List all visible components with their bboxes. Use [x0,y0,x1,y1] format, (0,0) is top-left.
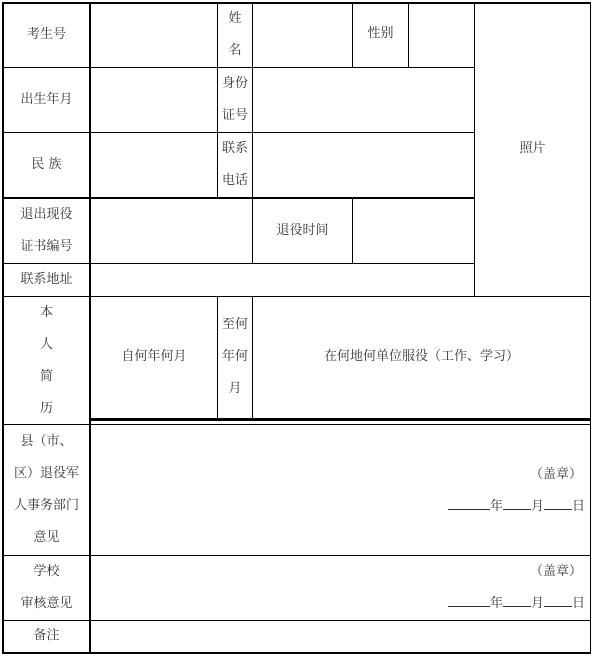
to-date-header-line3: 月 [228,381,242,396]
year-label: 年 [490,499,504,514]
to-date-header-line2: 年何 [221,349,248,364]
discharge-time-label: 退役时间 [276,223,329,238]
county-seal-text: （盖章） [530,467,583,482]
table-border-right [590,2,591,654]
month-label: 月 [531,596,545,611]
school-date-line [448,588,585,620]
address-field[interactable] [91,264,474,296]
county-opinion-label-line2: 区）退役军 [13,466,79,481]
photo-area[interactable] [475,4,590,296]
county-opinion-field[interactable] [91,425,590,555]
month-label: 月 [531,499,545,514]
gender-field[interactable] [409,4,474,67]
id-label-line2: 证号 [221,108,248,123]
resume-label-line2: 人 [39,337,53,352]
county-opinion-label-line3: 人事务部门 [13,498,79,513]
resume-label-line1: 本 [39,305,53,320]
exam-no-field[interactable] [91,4,217,67]
birth-label: 出生年月 [20,92,73,107]
cert-number-field[interactable] [91,199,252,263]
remarks-field[interactable] [91,621,590,652]
unit-header: 在何地何单位服役（工作、学习） [323,349,519,364]
photo-label: 照片 [519,141,546,156]
day-label: 日 [572,596,586,611]
school-opinion-label-line1: 学校 [33,564,60,579]
cert-label-line1: 退出现役 [20,207,73,222]
exam-no-label: 考生号 [26,27,66,42]
ethnicity-label: 民 族 [31,157,62,172]
resume-double-line [90,418,591,421]
phone-field[interactable] [253,133,474,197]
year-label: 年 [490,596,504,611]
name-label-line2: 名 [228,43,242,58]
school-seal-text: （盖章） [530,564,583,579]
gender-label: 性别 [367,26,394,41]
cert-label-line2: 证书编号 [20,239,73,254]
county-opinion-label-line4: 意见 [33,530,60,545]
id-label-line1: 身份 [221,76,248,91]
remarks-label: 备注 [33,628,60,643]
discharge-time-field[interactable] [353,199,474,263]
birth-field[interactable] [91,68,217,132]
to-date-header-line1: 至何 [221,317,248,332]
day-label: 日 [572,499,586,514]
school-opinion-label-line2: 审核意见 [20,596,73,611]
resume-label-line4: 历 [39,401,53,416]
phone-label-line2: 电话 [221,173,248,188]
resume-label-line3: 简 [39,369,53,384]
phone-label-line1: 联系 [221,141,248,156]
address-label: 联系地址 [20,272,73,287]
name-label-line1: 姓 [228,11,242,26]
county-date-line [448,491,585,523]
county-opinion-label-line1: 县（市、 [20,434,73,449]
id-number-field[interactable] [253,68,474,132]
name-field[interactable] [253,4,352,67]
ethnicity-field[interactable] [91,133,217,197]
from-date-header: 自何年何月 [121,349,187,364]
